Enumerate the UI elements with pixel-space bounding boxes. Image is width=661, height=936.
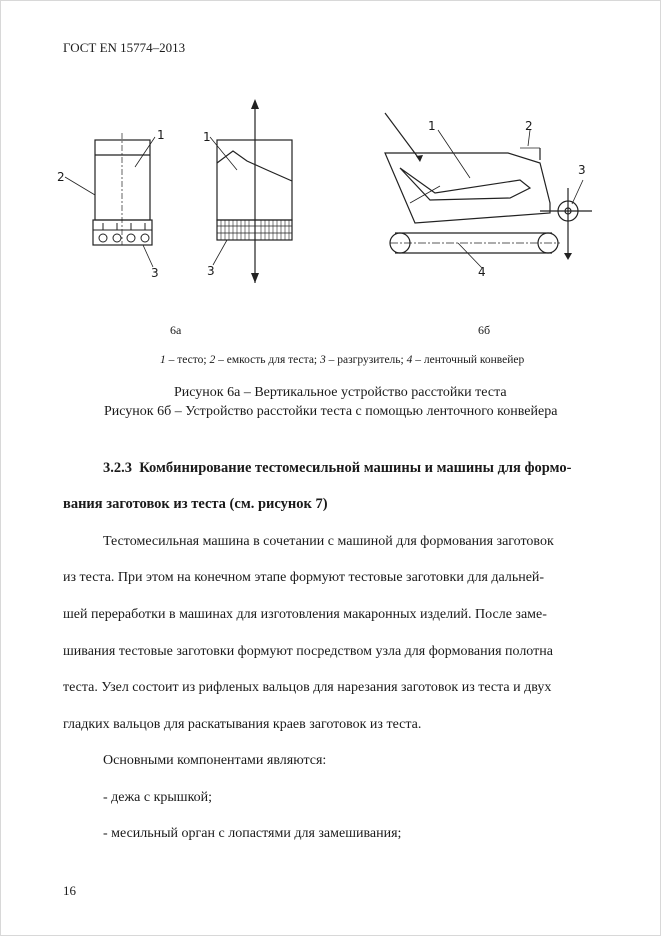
figure-legend [160, 354, 524, 366]
figure-label-6a: 6а [170, 323, 182, 337]
figure-6b-drawing [380, 108, 610, 293]
paragraph-line: гладких вальцов для раскатывания краев заготовок из теста. [63, 717, 422, 732]
callout-1: 1 [203, 130, 211, 144]
list-item: - месильный орган с лопастями для замешивания; [103, 826, 402, 841]
callout-3: 3 [207, 264, 215, 278]
paragraph-line: шей переработки в машинах для изготовления макаронных изделий. После заме- [63, 607, 547, 622]
figure-6a-drawing [55, 95, 315, 285]
paragraph-line: из теста. При этом на конечном этапе формуют тестовые заготовки для дальней- [63, 570, 545, 585]
legend-text-4: – ленточный конвейер [412, 354, 525, 366]
components-intro: Основными компонентами являются: [103, 753, 327, 768]
legend-text-1: – тесто; [165, 354, 210, 366]
legend-text-2: – емкость для теста; [215, 354, 321, 366]
paragraph-line: Тестомесильная машина в сочетании с машиной для формования заготовок [103, 534, 554, 549]
figure-caption-6b: Рисунок 6б – Устройство расстойки теста с помощью ленточного конвейера [104, 404, 558, 419]
callout-2: 2 [525, 119, 533, 133]
figure-caption-6a: Рисунок 6а – Вертикальное устройство расстойки теста [174, 385, 507, 400]
section-title-line2: вания заготовок из теста (см. рисунок 7) [63, 496, 328, 512]
section-number: 3.2.3 [103, 460, 132, 476]
section-title-line1: Комбинирование тестомесильной машины и машины для формо- [139, 460, 572, 476]
document-code: ГОСТ EN 15774–2013 [63, 40, 186, 55]
callout-3: 3 [578, 163, 586, 177]
page-number: 16 [63, 883, 76, 898]
paragraph-line: теста. Узел состоит из рифленых вальцов для нарезания заготовок из теста и двух [63, 680, 552, 695]
callout-1: 1 [428, 119, 436, 133]
callout-4: 4 [478, 265, 486, 279]
legend-num-4: 4 [406, 354, 413, 366]
legend-num-3: 3 [320, 354, 326, 366]
callout-1: 1 [157, 128, 165, 142]
list-item: - дежа с крышкой; [103, 790, 213, 805]
paragraph-line: шивания тестовые заготовки формуют посредством узла для формования полотна [63, 644, 553, 659]
legend-num-2: 2 [209, 354, 216, 366]
legend-text-3: – разгрузитель; [325, 354, 407, 366]
section-heading [103, 460, 571, 477]
figure-label-6b: 6б [478, 323, 491, 337]
callout-2: 2 [57, 170, 65, 184]
legend-num-1: 1 [160, 354, 166, 366]
callout-3: 3 [151, 266, 159, 280]
